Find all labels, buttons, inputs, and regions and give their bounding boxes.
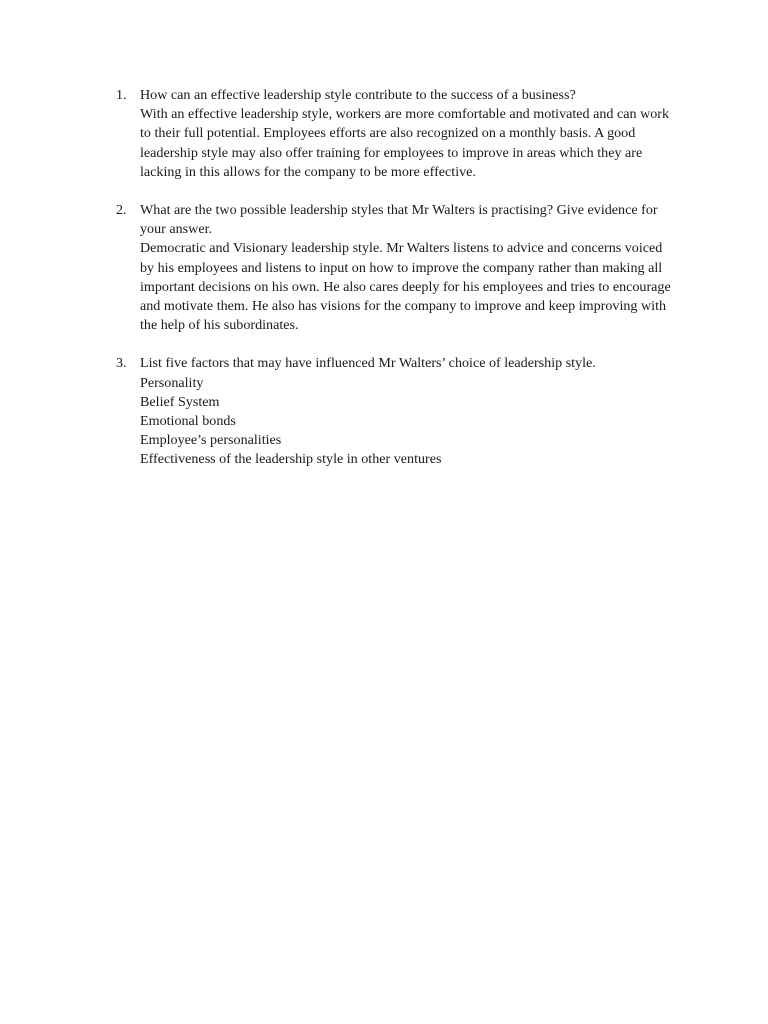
question-text: What are the two possible leadership styles that Mr Walters is practising? Give evidence for your answer.	[140, 202, 658, 238]
factor-item: Employee’s personalities	[140, 432, 282, 449]
question-number: 1.	[116, 87, 127, 103]
question-list	[116, 86, 676, 489]
question-item-3	[116, 354, 676, 469]
question-number: 3.	[116, 355, 127, 372]
question-item-1	[116, 86, 676, 182]
question-text: How can an effective leadership style contribute to the success of a business?	[140, 87, 576, 103]
answer-text: With an effective leadership style, workers are more comfortable and motivated and can work to their full potential. Employees efforts are also recognized on a monthly basis. A good leadership style may also offer training for employees to improve in areas which they are lacking in this allows for the company to be more effective.	[140, 106, 670, 180]
question-text: List five factors that may have influenced Mr Walters’ choice of leadership style.	[140, 355, 596, 372]
answer-text: Democratic and Visionary leadership style. Mr Walters listens to advice and concerns voiced by his employees and listens to input on how to improve the company rather than making all important decisions on his own. He also cares deeply for his employees and tries to encourage and motivate them. He also has visions for the company to improve and keep improving with the help of his subordinates.	[140, 240, 671, 334]
factor-item: Effectiveness of the leadership style in other ventures	[140, 451, 442, 468]
factor-item: Emotional bonds	[140, 413, 236, 430]
question-number: 2.	[116, 202, 127, 219]
factor-item: Belief System	[140, 393, 220, 410]
factor-item: Personality	[140, 374, 204, 391]
question-item-2	[116, 201, 676, 335]
